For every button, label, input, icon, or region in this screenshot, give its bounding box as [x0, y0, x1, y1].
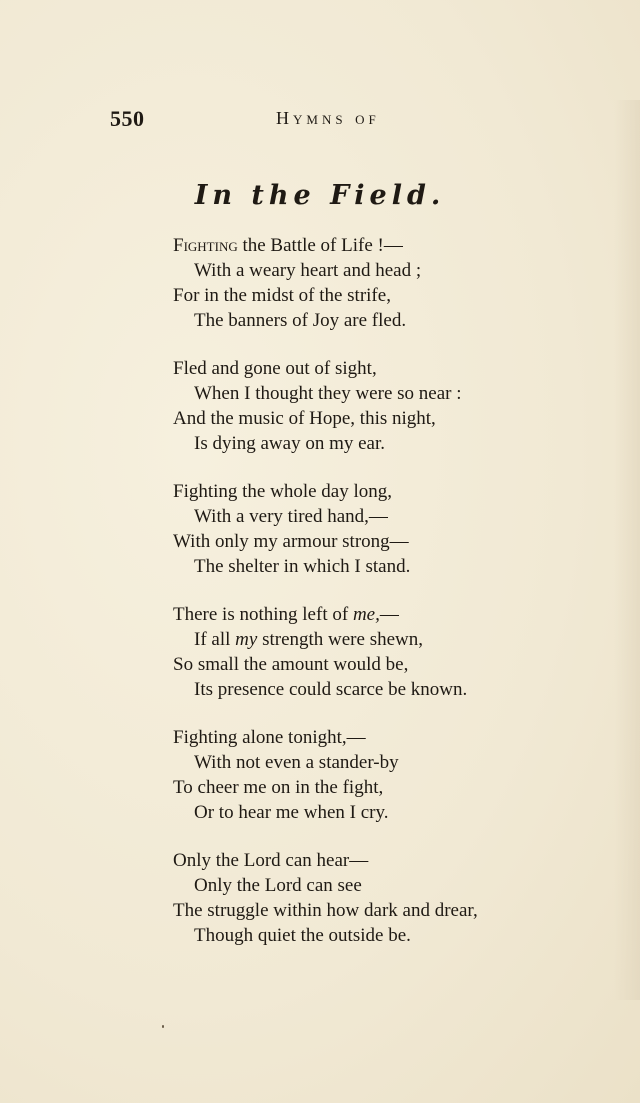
line-text: There is nothing left of	[173, 604, 353, 625]
poem-line: With not even a stander-by	[194, 752, 399, 773]
poem-line: And the music of Hope, this night,	[173, 408, 436, 429]
poem-line: With a weary heart and head ;	[194, 260, 422, 281]
poem-line: Is dying away on my ear.	[194, 433, 386, 454]
running-head: Hymns of	[276, 108, 380, 128]
poem-line: Its presence could scarce be known.	[194, 679, 468, 700]
paper-speck	[162, 1025, 164, 1028]
poem-line: Or to hear me when I cry.	[194, 802, 389, 823]
stanza	[173, 479, 613, 579]
poem-line: Fighting the whole day long,	[173, 481, 393, 502]
poem-line: When I thought they were so near :	[194, 383, 462, 404]
poem-line: Though quiet the outside be.	[194, 925, 411, 946]
emphasis-text: me,	[352, 604, 380, 625]
stanza	[173, 848, 613, 948]
poem-line: With only my armour strong—	[173, 531, 409, 552]
stanza	[173, 725, 613, 825]
page-edge-shading	[614, 100, 640, 1000]
stanza	[173, 356, 613, 456]
stanza	[173, 233, 613, 333]
poem-line: The shelter in which I stand.	[194, 556, 411, 577]
initial-word-smallcaps: Fighting	[173, 235, 238, 256]
line-text: —	[379, 604, 399, 625]
poem-line: The struggle within how dark and drear,	[173, 900, 478, 921]
line-text: If all	[194, 629, 236, 650]
poem-line: For in the midst of the strife,	[173, 285, 391, 306]
poem-line	[173, 233, 613, 258]
poem-body	[173, 233, 613, 971]
poem-line: Only the Lord can hear—	[173, 850, 369, 871]
poem-title: In the Field.	[194, 180, 446, 211]
poem-line	[173, 627, 613, 652]
poem-line: Fighting alone tonight,—	[173, 727, 366, 748]
poem-line: With a very tired hand,—	[194, 506, 388, 527]
poem-line: So small the amount would be,	[173, 654, 409, 675]
poem-line	[173, 602, 613, 627]
poem-line: Fled and gone out of sight,	[173, 358, 377, 379]
stanza	[173, 602, 613, 702]
poem-line: Only the Lord can see	[194, 875, 362, 896]
emphasis-text: my	[235, 629, 258, 650]
line-text: strength were shewn,	[257, 629, 423, 650]
poem-line: The banners of Joy are fled.	[194, 310, 407, 331]
line-text: the Battle of Life !—	[237, 235, 403, 256]
page-number: 550	[110, 106, 145, 131]
poem-line: To cheer me on in the fight,	[173, 777, 384, 798]
